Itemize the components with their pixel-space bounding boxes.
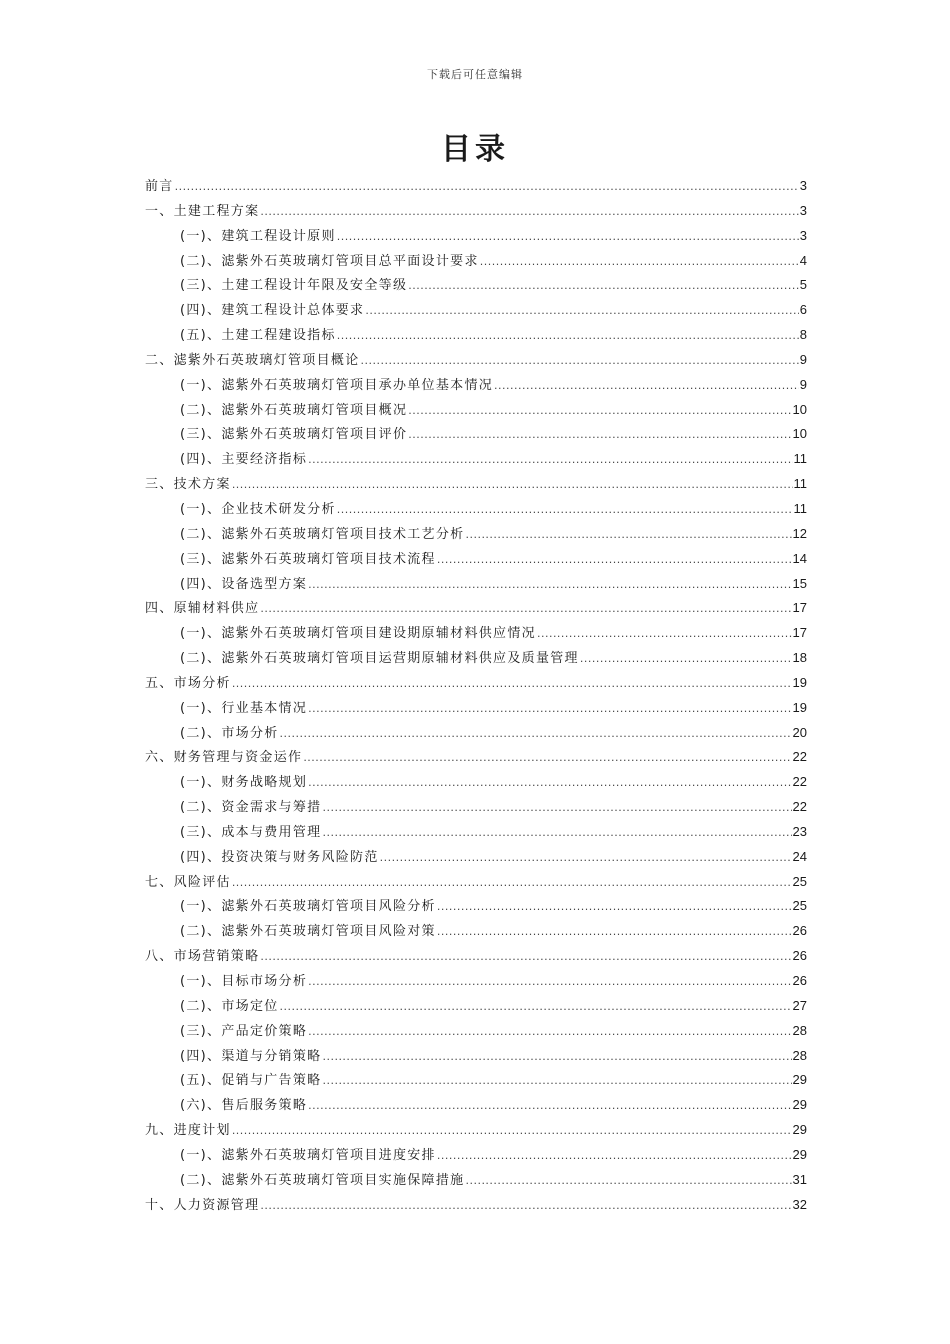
toc-chapter-entry[interactable] [145, 944, 807, 969]
toc-entry-title: (四)、投资决策与财务风险防范 [180, 849, 379, 865]
toc-page-number: 4 [799, 252, 807, 268]
toc-page-number: 14 [792, 550, 807, 566]
toc-page-number: 10 [792, 401, 807, 417]
toc-section-entry[interactable] [145, 522, 807, 547]
toc-page-number: 29 [792, 1122, 807, 1138]
dot-leader [408, 274, 799, 299]
toc-section-entry[interactable] [145, 224, 807, 249]
toc-section-entry[interactable] [145, 1019, 807, 1044]
toc-section-entry[interactable] [145, 795, 807, 820]
toc-section-entry[interactable] [145, 894, 807, 919]
toc-section-entry[interactable] [145, 919, 807, 944]
toc-entry-title: (四)、建筑工程设计总体要求 [180, 303, 365, 319]
toc-section-entry[interactable] [145, 249, 807, 274]
dot-leader [175, 175, 799, 200]
toc-entry-title: (二)、资金需求与筹措 [180, 800, 322, 816]
dot-leader [260, 597, 791, 622]
toc-section-entry[interactable] [145, 621, 807, 646]
dot-leader [580, 647, 792, 672]
toc-entry-title: (四)、主要经济指标 [180, 452, 308, 468]
toc-entry-title: (一)、滤紫外石英玻璃灯管项目风险分析 [180, 899, 436, 915]
toc-section-entry[interactable] [145, 398, 807, 423]
dot-leader [308, 573, 791, 598]
toc-page-number: 26 [792, 973, 807, 988]
toc-page-number: 29 [792, 1072, 807, 1088]
toc-chapter-entry[interactable] [145, 596, 807, 621]
toc-page-number: 18 [792, 650, 807, 666]
toc-page-number: 31 [792, 1171, 807, 1187]
toc-entry-title: (三)、产品定价策略 [180, 1023, 308, 1039]
toc-page-number: 32 [792, 1196, 807, 1212]
toc-entry-title: (二)、滤紫外石英玻璃灯管项目运营期原辅材料供应及质量管理 [180, 651, 579, 667]
toc-entry-title: (五)、土建工程建设指标 [180, 328, 336, 344]
toc-chapter-entry[interactable] [145, 1193, 807, 1218]
dot-leader [361, 349, 799, 374]
toc-page-number: 3 [799, 178, 807, 193]
toc-chapter-entry[interactable] [145, 1118, 807, 1143]
toc-entry-title: 二、滤紫外石英玻璃灯管项目概论 [145, 352, 360, 368]
toc-entry-title: 三、技术方案 [145, 477, 231, 493]
toc-page-number: 19 [792, 674, 807, 690]
toc-entry-title: (一)、滤紫外石英玻璃灯管项目进度安排 [180, 1147, 436, 1163]
toc-page-number: 22 [792, 749, 807, 765]
toc-page-number: 24 [792, 848, 807, 864]
dot-leader [465, 1169, 791, 1194]
toc-page-number: 26 [792, 948, 807, 964]
toc-entry-title: 四、原辅材料供应 [145, 601, 260, 617]
toc-page-number: 28 [792, 1047, 807, 1063]
toc-section-entry[interactable] [145, 1143, 807, 1168]
toc-section-entry[interactable] [145, 845, 807, 870]
dot-leader [437, 1144, 792, 1169]
dot-leader [337, 324, 799, 349]
dot-leader [232, 871, 792, 896]
toc-chapter-entry[interactable] [145, 348, 807, 373]
toc-entry-title: (一)、滤紫外石英玻璃灯管项目承办单位基本情况 [180, 377, 494, 393]
dot-leader [260, 1194, 791, 1219]
toc-entry-title: (六)、售后服务策略 [180, 1098, 308, 1114]
dot-leader [308, 697, 791, 722]
dot-leader [303, 746, 791, 771]
toc-entry-title: 十、人力资源管理 [145, 1197, 260, 1213]
toc-entry-title: (二)、滤紫外石英玻璃灯管项目总平面设计要求 [180, 253, 479, 269]
dot-leader [260, 200, 798, 225]
toc-page-number: 28 [792, 1022, 807, 1038]
header-note: 下载后可任意编辑 [427, 68, 523, 81]
toc-page-number: 15 [792, 575, 807, 591]
toc-entry-title: (一)、行业基本情况 [180, 700, 308, 716]
toc-entry-title: (一)、目标市场分析 [180, 974, 308, 989]
toc-section-entry[interactable] [145, 770, 807, 795]
toc-entry-title: (二)、滤紫外石英玻璃灯管项目风险对策 [180, 924, 436, 940]
dot-leader [408, 399, 791, 424]
toc-entry-title: (二)、市场定位 [180, 998, 279, 1014]
toc-page-number: 26 [792, 923, 807, 939]
toc-section-entry[interactable] [145, 646, 807, 671]
dot-leader [494, 374, 799, 399]
toc-chapter-entry[interactable] [145, 745, 807, 770]
dot-leader [280, 722, 792, 747]
dot-leader [337, 225, 799, 250]
toc-entry-title: 六、财务管理与资金运作 [145, 750, 303, 766]
toc-entry-title: 五、市场分析 [145, 675, 231, 691]
toc-entry-title: 七、风险评估 [145, 874, 231, 890]
toc-page-number: 29 [792, 1146, 807, 1162]
toc-page-number: 23 [792, 823, 807, 839]
toc-section-entry[interactable] [145, 447, 807, 472]
dot-leader [322, 821, 791, 846]
toc-entry-title: (一)、财务战略规划 [180, 775, 308, 791]
dot-leader [365, 299, 798, 324]
toc-entry-title: (二)、滤紫外石英玻璃灯管项目技术工艺分析 [180, 526, 465, 542]
toc-section-entry[interactable] [145, 1093, 807, 1118]
dot-leader [380, 846, 792, 871]
dot-leader [280, 995, 792, 1020]
toc-page-number: 11 [793, 476, 807, 492]
toc-section-entry[interactable] [145, 323, 807, 348]
dot-leader [308, 771, 791, 796]
toc-page-number: 25 [792, 873, 807, 889]
dot-leader [322, 796, 791, 821]
toc-entry-title: (一)、企业技术研发分析 [180, 501, 336, 517]
dot-leader [437, 895, 792, 920]
toc-section-entry[interactable] [145, 497, 807, 522]
toc-page-number: 27 [792, 997, 807, 1013]
toc-entry-title: (三)、土建工程设计年限及安全等级 [180, 278, 408, 294]
toc-section-entry[interactable] [145, 994, 807, 1019]
dot-leader [537, 622, 792, 647]
toc-page-number: 9 [799, 351, 807, 367]
table-of-contents [145, 174, 807, 1217]
dot-leader [232, 672, 792, 697]
toc-entry-title: (二)、滤紫外石英玻璃灯管项目实施保障措施 [180, 1172, 465, 1188]
dot-leader [232, 1119, 792, 1144]
toc-page-number: 3 [799, 202, 807, 218]
dot-leader [437, 548, 792, 573]
dot-leader [322, 1045, 791, 1070]
toc-page-number: 20 [792, 724, 807, 740]
toc-entry-title: (一)、滤紫外石英玻璃灯管项目建设期原辅材料供应情况 [180, 626, 536, 642]
toc-chapter-entry[interactable] [145, 472, 807, 497]
toc-section-entry[interactable] [145, 422, 807, 447]
dot-leader [308, 1094, 791, 1119]
dot-leader [308, 1020, 791, 1045]
toc-page-number: 8 [799, 327, 807, 343]
toc-page-number: 29 [792, 1097, 807, 1113]
toc-page-number: 17 [792, 600, 807, 616]
toc-page-number: 3 [799, 227, 807, 243]
toc-entry-title: (三)、成本与费用管理 [180, 824, 322, 840]
toc-entry-title: (三)、滤紫外石英玻璃灯管项目技术流程 [180, 551, 436, 567]
toc-entry-title: (三)、滤紫外石英玻璃灯管项目评价 [180, 427, 408, 443]
toc-section-entry[interactable] [145, 298, 807, 323]
toc-page-number: 10 [792, 426, 807, 442]
toc-chapter-entry[interactable] [145, 671, 807, 696]
toc-section-entry[interactable] [145, 572, 807, 597]
toc-title: 目录 [441, 132, 509, 167]
toc-section-entry[interactable] [145, 969, 807, 994]
dot-leader [232, 473, 793, 498]
toc-entry-title: 八、市场营销策略 [145, 949, 260, 965]
toc-section-entry[interactable] [145, 1044, 807, 1069]
toc-page-number: 9 [799, 376, 807, 392]
toc-entry-title: (二)、市场分析 [180, 725, 279, 741]
toc-chapter-entry[interactable] [145, 199, 807, 224]
toc-chapter-entry[interactable] [145, 174, 807, 199]
toc-entry-title: 前言 [145, 179, 174, 194]
dot-leader [308, 448, 792, 473]
toc-page-number: 5 [799, 277, 807, 293]
toc-entry-title: (二)、滤紫外石英玻璃灯管项目概况 [180, 402, 408, 418]
dot-leader [480, 250, 799, 275]
toc-page-number: 25 [792, 898, 807, 914]
toc-entry-title: (一)、建筑工程设计原则 [180, 228, 336, 244]
toc-section-entry[interactable] [145, 373, 807, 398]
toc-entry-title: 九、进度计划 [145, 1123, 231, 1139]
dot-leader [465, 523, 791, 548]
dot-leader [408, 423, 791, 448]
toc-entry-title: 一、土建工程方案 [145, 203, 260, 219]
dot-leader [437, 920, 792, 945]
toc-page-number: 22 [792, 774, 807, 790]
toc-section-entry[interactable] [145, 696, 807, 721]
toc-page-number: 12 [792, 525, 807, 541]
dot-leader [322, 1069, 791, 1094]
toc-section-entry[interactable] [145, 273, 807, 298]
toc-entry-title: (四)、设备选型方案 [180, 576, 308, 592]
toc-section-entry[interactable] [145, 1068, 807, 1093]
toc-page-number: 19 [792, 699, 807, 715]
toc-page-number: 6 [799, 302, 807, 318]
toc-section-entry[interactable] [145, 721, 807, 746]
toc-page-number: 17 [792, 625, 807, 641]
dot-leader [308, 970, 791, 995]
toc-page-number: 11 [793, 451, 807, 467]
dot-leader [260, 945, 791, 970]
toc-section-entry[interactable] [145, 1168, 807, 1193]
dot-leader [337, 498, 793, 523]
toc-section-entry[interactable] [145, 547, 807, 572]
toc-chapter-entry[interactable] [145, 870, 807, 895]
toc-section-entry[interactable] [145, 820, 807, 845]
toc-page-number: 11 [793, 500, 807, 516]
toc-entry-title: (四)、渠道与分销策略 [180, 1048, 322, 1064]
toc-page-number: 22 [792, 799, 807, 815]
toc-entry-title: (五)、促销与广告策略 [180, 1073, 322, 1089]
